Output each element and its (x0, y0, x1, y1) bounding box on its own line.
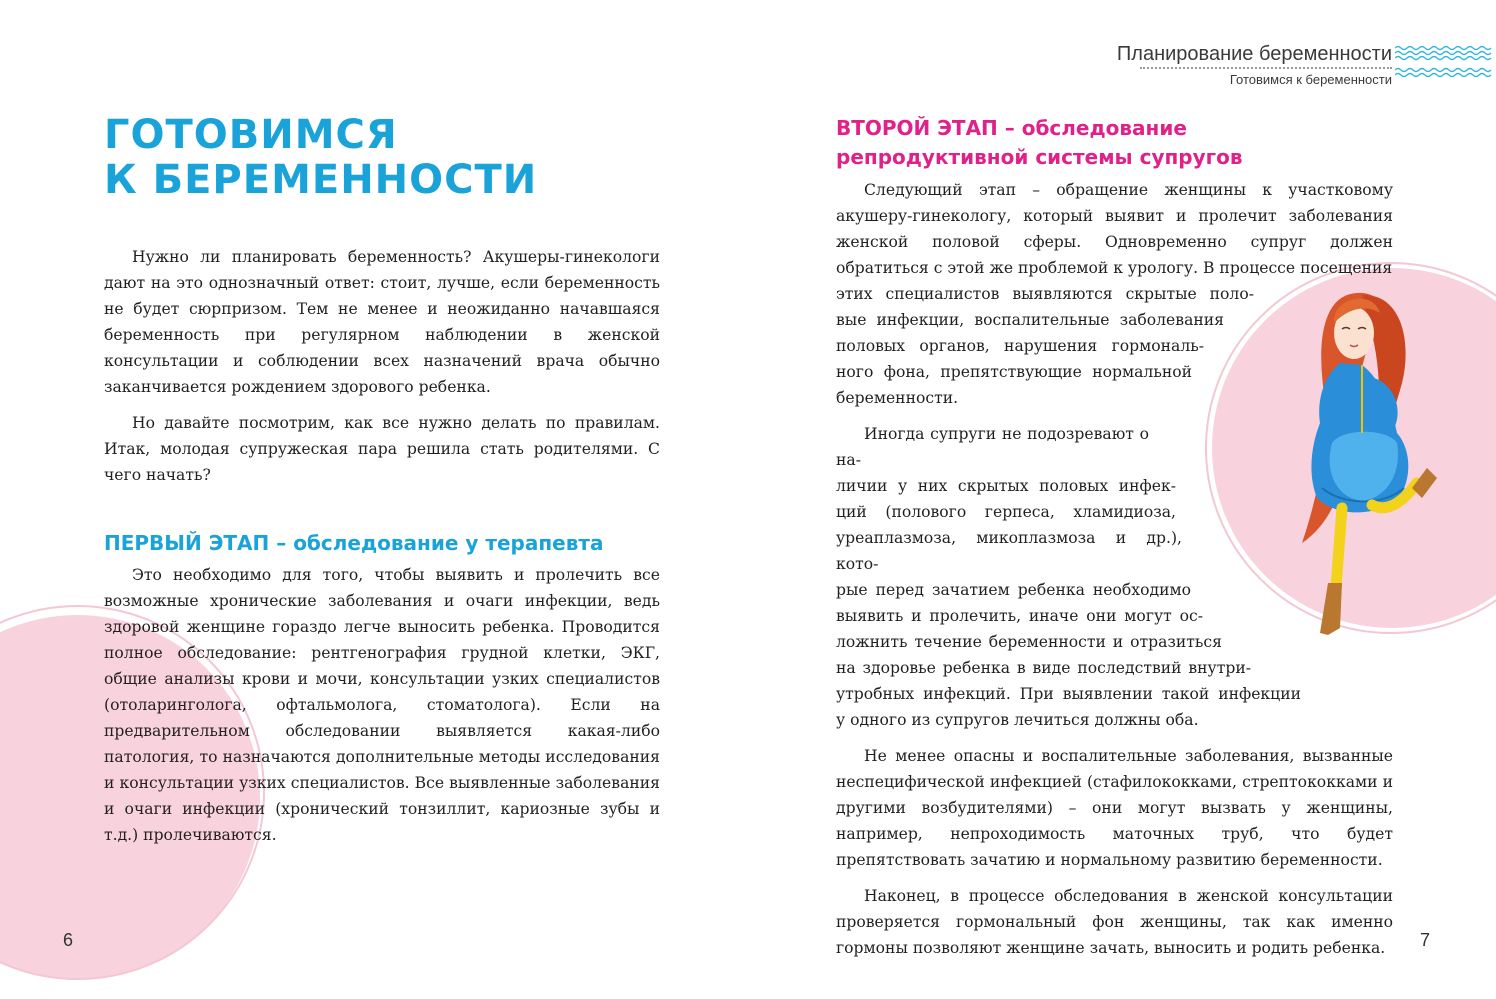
section2-heading-line1: ВТОРОЙ ЭТАП – обследование (836, 116, 1187, 140)
wrap-line: утробных инфекций. При выявлении такой инфекции (836, 685, 1301, 703)
wrap-line: выявить и пролечить, иначе они могут ос- (836, 607, 1203, 625)
page-number-left: 6 (63, 930, 74, 950)
chapter-title-line1: ГОТОВИМСЯ (104, 112, 398, 158)
wrap-line: на здоровье ребенка в виде последствий внутри- (836, 659, 1251, 677)
intro-paragraph-1: Нужно ли планировать беременность? Акушеры-гинекологи дают на это однозначный ответ: стоит, лучше, если беременность не будет сюрпризом. Тем не менее и неожиданно начавшаяся беременность при регулярном наблюдении в женской консультации и соблюдении всех назначений врача обычно заканчивается рождением здорового ребенка. (104, 248, 660, 396)
wrap-line: Иногда супруги не подозревают о на- (836, 425, 1149, 469)
header-dotted-rule (1140, 67, 1392, 69)
wrap-line: половых органов, нарушения гормональ- (836, 337, 1204, 355)
section2-paragraph-1 (836, 177, 1393, 281)
section2-heading (836, 114, 1396, 172)
wrap-line: личии у них скрытых половых инфек- (836, 477, 1176, 495)
section2-paragraph-1-wrap (836, 281, 1254, 411)
wrap-line: этих специалистов выявляются скрытые поло- (836, 285, 1254, 303)
section1-heading: ПЕРВЫЙ ЭТАП – обследование у терапевта (104, 531, 604, 555)
page-number-right: 7 (1420, 930, 1431, 950)
wrap-line: В процессе посещения (1203, 259, 1393, 277)
section2-paragraph-3: Не менее опасны и воспалительные заболевания, вызванные неспецифической инфекцией (стафилококками, стрептококками и другими возбудителями) – они могут вызвать у женщины, например, непроходимость маточных труб, что будет препятствовать зачатию и нормальному развитию беременности. (836, 747, 1393, 869)
running-header (1117, 42, 1392, 87)
chapter-title (104, 113, 537, 203)
wrap-line: ложнить течение беременности и отразиться (836, 633, 1222, 651)
section1-text (104, 562, 660, 858)
wrap-line: ций (полового герпеса, хламидиоза, (836, 503, 1176, 521)
wave-lines-icon (1395, 44, 1495, 80)
section2-paragraph-1-text: Следующий этап – обращение женщины к участковому акушеру-гинекологу, который выявит и пролечит заболевания женской половой сферы. Одновременно супруг должен обратиться с этой же проблемой к урологу. (836, 181, 1393, 277)
header-title: Планирование беременности (1116, 43, 1392, 65)
intro-paragraph-2: Но давайте посмотрим, как все нужно делать по правилам. Итак, молодая супружеская пара решила стать родителями. С чего начать? (104, 414, 660, 484)
wrap-line: рые перед зачатием ребенка необходимо (836, 581, 1191, 599)
wrap-line: беременности. (836, 389, 959, 407)
section2-heading-line2: репродуктивной системы супругов (836, 145, 1243, 169)
pregnant-woman-illustration (1262, 283, 1462, 643)
chapter-title-line2: К БЕРЕМЕННОСТИ (104, 157, 538, 203)
section1-paragraph: Это необходимо для того, чтобы выявить и пролечить все возможные хронические заболевания и очаги инфекции, ведь здоровой женщине гораздо легче выносить ребенка. Проводится полное обследование: рентгенография грудной клетки, ЭКГ, общие анализы крови и мочи, консультации узких специалистов (отоларинголога, офтальмолога, стоматолога). Если на предварительном обследовании выявляется какая-либо патология, то назначаются дополнительные методы исследования и консультации узких специалистов. Все выявленные заболевания и очаги инфекции (хронический тонзиллит, кариозные зубы и т.д.) пролечиваются. (104, 566, 660, 844)
intro-text (104, 244, 660, 498)
wrap-line: у одного из супругов лечиться должны оба. (836, 711, 1199, 729)
wrap-line: вые инфекции, воспалительные заболевания (836, 311, 1224, 329)
section2-paragraph-4: Наконец, в процессе обследования в женской консультации проверяется гормональный фон женщины, так как именно гормоны позволяют женщине зачать, выносить и родить ребенка. (836, 887, 1393, 957)
header-subtitle: Готовимся к беременности (1229, 72, 1392, 87)
wrap-line: уреаплазмоза, микоплазмоза и др.), кото- (836, 529, 1182, 573)
wrap-line: ного фона, препятствующие нормальной (836, 363, 1192, 381)
